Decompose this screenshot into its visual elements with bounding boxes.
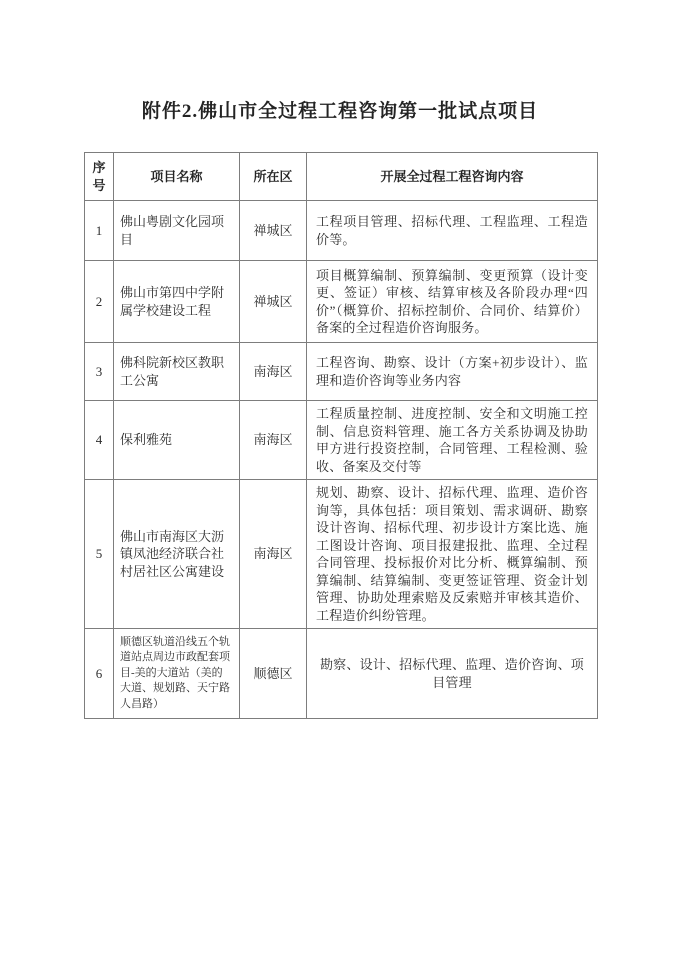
cell-serial-number: 1 bbox=[85, 201, 114, 261]
header-consulting-content: 开展全过程工程咨询内容 bbox=[307, 153, 598, 201]
table-row bbox=[85, 201, 598, 261]
cell-district: 南海区 bbox=[240, 480, 307, 629]
cell-serial-number: 2 bbox=[85, 261, 114, 343]
table-row bbox=[85, 629, 598, 719]
table-row bbox=[85, 261, 598, 343]
cell-district: 南海区 bbox=[240, 401, 307, 480]
cell-serial-number: 3 bbox=[85, 343, 114, 401]
cell-project-name: 佛山市南海区大沥镇凤池经济联合社村居社区公寓建设 bbox=[114, 480, 240, 629]
cell-district: 禅城区 bbox=[240, 201, 307, 261]
cell-consulting-content: 项目概算编制、预算编制、变更预算（设计变更、签证）审核、结算审核及各阶段办理“四价”（概算价、招标控制价、合同价、结算价）备案的全过程造价咨询服务。 bbox=[307, 261, 598, 343]
cell-serial-number: 4 bbox=[85, 401, 114, 480]
pilot-projects-table bbox=[84, 152, 598, 719]
cell-district: 顺德区 bbox=[240, 629, 307, 719]
header-district: 所在区 bbox=[240, 153, 307, 201]
header-project-name: 项目名称 bbox=[114, 153, 240, 201]
page-title: 附件2.佛山市全过程工程咨询第一批试点项目 bbox=[141, 101, 539, 122]
table-header-row bbox=[85, 153, 598, 201]
cell-project-name: 佛山市第四中学附属学校建设工程 bbox=[114, 261, 240, 343]
cell-consulting-content: 勘察、设计、招标代理、监理、造价咨询、项目管理 bbox=[307, 629, 598, 719]
cell-consulting-content: 工程质量控制、进度控制、安全和文明施工控制、信息资料管理、施工各方关系协调及协助甲方进行投资控制，合同管理、工程检测、验收、备案及交付等 bbox=[307, 401, 598, 480]
table-row bbox=[85, 401, 598, 480]
table-row bbox=[85, 343, 598, 401]
cell-serial-number: 6 bbox=[85, 629, 114, 719]
cell-project-name: 佛科院新校区教职工公寓 bbox=[114, 343, 240, 401]
cell-consulting-content: 工程咨询、勘察、设计（方案+初步设计）、监理和造价咨询等业务内容 bbox=[307, 343, 598, 401]
table-row bbox=[85, 480, 598, 629]
cell-project-name: 保利雅苑 bbox=[114, 401, 240, 480]
cell-consulting-content: 工程项目管理、招标代理、工程监理、工程造价等。 bbox=[307, 201, 598, 261]
cell-district: 禅城区 bbox=[240, 261, 307, 343]
cell-consulting-content: 规划、勘察、设计、招标代理、监理、造价咨询等，具体包括：项目策划、需求调研、勘察设计咨询、招标代理、初步设计方案比选、施工图设计咨询、项目报建报批、监理、全过程合同管理、投标报价对比分析、概算编制、预算编制、结算编制、变更签证管理、资金计划管理、协助处理索赔及反索赔并审核其造价、工程造价纠纷管理。 bbox=[307, 480, 598, 629]
cell-project-name: 顺德区轨道沿线五个轨道站点周边市政配套项目-美的大道站（美的大道、规划路、天宁路人昌路） bbox=[114, 629, 240, 719]
cell-serial-number: 5 bbox=[85, 480, 114, 629]
header-serial-number: 序号 bbox=[85, 153, 114, 201]
cell-district: 南海区 bbox=[240, 343, 307, 401]
cell-project-name: 佛山粤剧文化园项目 bbox=[114, 201, 240, 261]
